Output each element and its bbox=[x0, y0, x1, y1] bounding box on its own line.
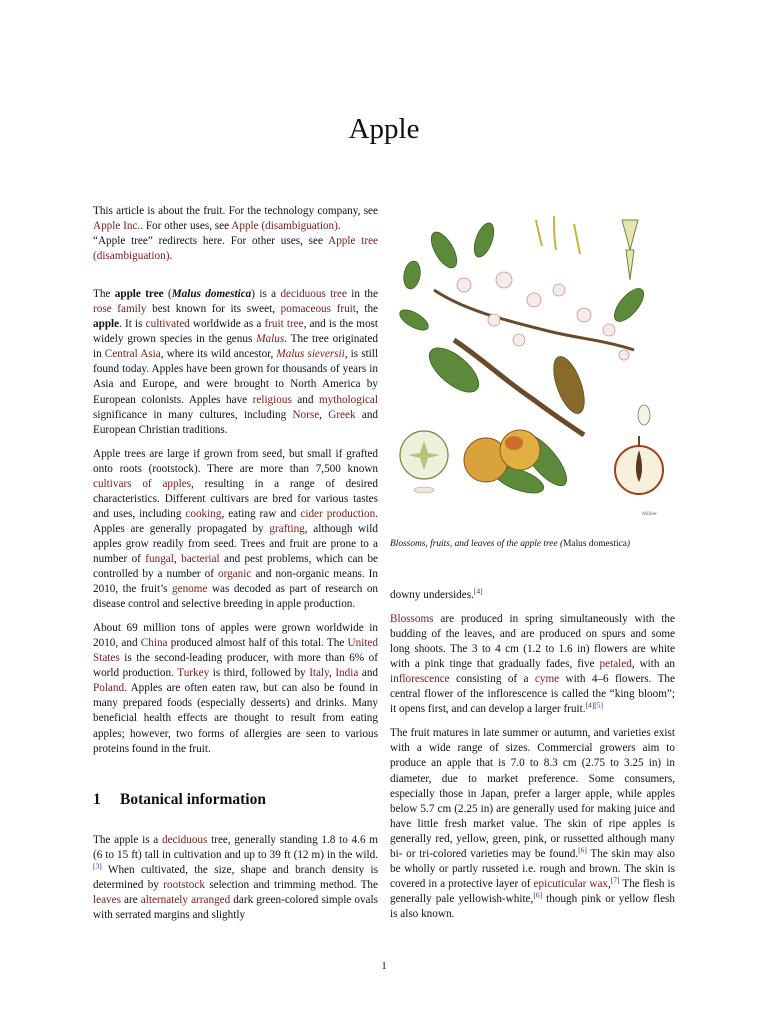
leaf-icon bbox=[470, 220, 497, 259]
link-apple-inc[interactable]: Apple Inc. bbox=[93, 220, 141, 233]
link-mythological[interactable]: mythological bbox=[318, 393, 378, 406]
link-pomaceous-fruit[interactable]: pomaceous fruit bbox=[280, 303, 356, 316]
apple-botanical-illustration bbox=[394, 210, 676, 530]
blossom-icon bbox=[619, 350, 629, 360]
link-united-states[interactable]: United States bbox=[93, 637, 378, 665]
link-organic[interactable]: organic bbox=[217, 568, 252, 581]
left-column bbox=[93, 204, 378, 932]
figure-caption: Blossoms, fruits, and leaves of the apple tree (Malus domestica) bbox=[390, 539, 630, 549]
link-genome[interactable]: genome bbox=[172, 583, 208, 596]
section-number: 1 bbox=[93, 790, 101, 808]
leaf-icon bbox=[402, 260, 423, 290]
leaf-icon bbox=[609, 284, 649, 326]
link-greek[interactable]: Greek bbox=[328, 408, 356, 421]
blossoms-paragraph: Blossoms are produced in spring simultaneously with the budding of the leaves, and are produced on spurs and some long shoots. The 3 to 4 cm (1.2 to 1.6 in) flowers are white with a pink tinge that gradually fades, five petaled, with an inflorescence consisting of a cyme with 4–6 flowers. The central flower of the inflorescence is called the “king bloom”; it opens first, and can develop a larger fruit.[4][5] bbox=[390, 613, 676, 716]
leaf-icon bbox=[397, 306, 432, 334]
link-india[interactable]: India bbox=[335, 667, 359, 680]
link-fungal[interactable]: fungal bbox=[145, 552, 174, 565]
blossom-icon bbox=[577, 308, 591, 322]
link-leaves[interactable]: leaves bbox=[93, 894, 121, 907]
link-inflorescence[interactable]: inflorescence bbox=[390, 673, 450, 686]
blossom-icon bbox=[488, 314, 500, 326]
blossom-icon bbox=[457, 278, 471, 292]
link-petaled[interactable]: petaled bbox=[599, 658, 632, 671]
link-bacterial[interactable]: bacterial bbox=[181, 552, 220, 565]
leaf-icon bbox=[426, 228, 462, 272]
fruit-paragraph: The fruit matures in late summer or autumn, and varieties exist with a wide range of sizes. Commercial growers aim to produce an apple that is 7.0 to 8.3 cm (2.75 to 3.25 in) in diameter, due to market preference. Some consumers, especially those in Japan, prefer a larger apple, while apples below 5.7 cm (2.25 in) are generally used for making juice and have little fresh market value. The skin of ripe apples is generally red, yellow, green, pink, or russetted although many bi- or tri-colored varieties may be found.[6] The skin may also be wholly or partly russeted i.e. rough and brown. The skin is covered in a protective layer of epicuticular wax,[7] The flesh is generally pale yellowish-white,[6] though pink or yellow flesh is also known. bbox=[390, 727, 676, 920]
seed-icon bbox=[638, 405, 650, 425]
blossom-icon bbox=[496, 272, 512, 288]
illustration-svg bbox=[394, 210, 676, 530]
botanical-paragraph: The apple is a deciduous tree, generally standing 1.8 to 4.6 m (6 to 15 ft) tall in cultivation and up to 39 ft (12 m) in the wild.[3] When cultivated, the size, shape and branch density is determined by rootstock selection and trimming method. The leaves are alternately arranged dark green-colored simple ovals with serrated margins and slightly bbox=[93, 834, 378, 922]
stamen-icon bbox=[536, 220, 542, 246]
stamen-icon bbox=[554, 216, 556, 250]
ref-4-5[interactable]: [4][5] bbox=[585, 700, 604, 710]
link-blossoms[interactable]: Blossoms bbox=[390, 613, 434, 626]
leaf-icon bbox=[547, 353, 590, 418]
link-poland[interactable]: Poland bbox=[93, 682, 125, 695]
cultivars-paragraph: Apple trees are large if grown from seed, but small if grafted onto roots (rootstock). There are more than 7,500 known cultivars of apples, resulting in a range of desired characteristics. Different cultivars are bred for various tastes and uses, including cooking, eating raw and cider production. Apples are generally propagated by grafting, although wild apples grow readily from seed. Trees and fruit are prone to a number of fungal, bacterial and pest problems, which can be controlled by a number of organic and non-organic means. In 2010, the fruit’s genome was decoded as part of research on disease control and selective breeding in apple production. bbox=[93, 447, 379, 611]
link-cooking[interactable]: cooking bbox=[185, 507, 222, 520]
link-china[interactable]: China bbox=[140, 637, 168, 650]
link-cultivated[interactable]: cultivated bbox=[145, 318, 190, 331]
ref-7[interactable]: [7] bbox=[610, 875, 620, 885]
ref-6b[interactable]: [6] bbox=[533, 890, 543, 900]
link-rose-family[interactable]: rose family bbox=[93, 303, 147, 316]
link-cyme[interactable]: cyme bbox=[534, 673, 560, 686]
intro-paragraph: The apple tree (Malus domestica) is a deciduous tree in the rose family best known for its sweet, pomaceous fruit, the apple. It is cultivated worldwide as a fruit tree, and is the most widely grown species in the genus Malus. The tree originated in Central Asia, where its wild ancestor, Malus sieversii, is still found today. Apples have been grown for thousands of years in Asia and Europe, and were brought to North America by European colonists. Apples have religious and mythological significance in many cultures, including Norse, Greek and European Christian traditions. bbox=[93, 288, 379, 436]
leaf-icon bbox=[422, 340, 486, 400]
link-religious[interactable]: religious bbox=[252, 393, 292, 406]
section-heading-botanical bbox=[93, 791, 378, 810]
blossom-icon bbox=[603, 324, 615, 336]
link-malus[interactable]: Malus bbox=[256, 333, 285, 346]
link-deciduous[interactable]: deciduous bbox=[162, 834, 208, 847]
right-column bbox=[390, 588, 675, 931]
illustrator-signature: Müller bbox=[642, 511, 657, 517]
blossom-icon bbox=[553, 284, 565, 296]
apple-fruit-icon bbox=[500, 430, 540, 470]
link-italy[interactable]: Italy bbox=[309, 667, 329, 680]
link-grafting[interactable]: grafting bbox=[269, 522, 305, 535]
link-turkey[interactable]: Turkey bbox=[177, 667, 210, 680]
blossom-icon bbox=[513, 334, 525, 346]
link-cultivars-of-apples[interactable]: cultivars of apples bbox=[93, 477, 192, 490]
ref-4[interactable]: [4] bbox=[473, 586, 483, 596]
flower-section-icon bbox=[622, 220, 638, 250]
link-central-asia[interactable]: Central Asia bbox=[104, 348, 161, 361]
ref-6[interactable]: [6] bbox=[578, 845, 587, 855]
stamen-icon bbox=[574, 224, 580, 254]
hatnote: This article is about the fruit. For the technology company, see Apple Inc.. For other uses, see Apple (disambiguation). “Apple tree” redirects here. For other uses, see Apple tree (disambiguation). bbox=[93, 205, 378, 263]
flower-section-icon bbox=[626, 250, 634, 280]
link-deciduous-tree[interactable]: deciduous tree bbox=[280, 288, 347, 301]
production-paragraph: About 69 million tons of apples were grown worldwide in 2010, and China produced almost half of this total. The United States is the second-leading producer, with more than 6% of world production. Turkey is third, followed by Italy, India and Poland. Apples are often eaten raw, but can also be found in many prepared foods (especially desserts) and drinks. Many beneficial health effects are thought to result from eating apples; however, two forms of allergies are seen to various proteins found in the fruit. bbox=[93, 622, 379, 755]
link-cider-production[interactable]: cider production bbox=[300, 507, 376, 520]
link-norse[interactable]: Norse bbox=[292, 408, 320, 421]
apple-slice-icon bbox=[414, 487, 434, 493]
link-rootstock[interactable]: rootstock bbox=[163, 879, 205, 892]
link-alternately-arranged[interactable]: alternately arranged bbox=[140, 894, 231, 907]
section-title: Botanical information bbox=[120, 790, 266, 808]
link-apple-disambiguation[interactable]: Apple (disambiguation) bbox=[231, 220, 338, 233]
page-number: 1 bbox=[381, 960, 387, 972]
apple-blush bbox=[505, 436, 523, 450]
link-apple-tree-disambiguation[interactable]: Apple tree (disambiguation) bbox=[93, 235, 378, 263]
leaves-continued-paragraph: downy undersides.[4] bbox=[390, 586, 483, 601]
ref-3[interactable]: [3] bbox=[93, 861, 102, 871]
link-malus-sieversii[interactable]: Malus sieversii bbox=[276, 348, 345, 361]
link-fruit-tree[interactable]: fruit tree bbox=[264, 318, 304, 331]
blossom-icon bbox=[527, 293, 541, 307]
link-epicuticular-wax[interactable]: epicuticular wax bbox=[533, 877, 608, 890]
page-title: Apple bbox=[348, 113, 420, 145]
